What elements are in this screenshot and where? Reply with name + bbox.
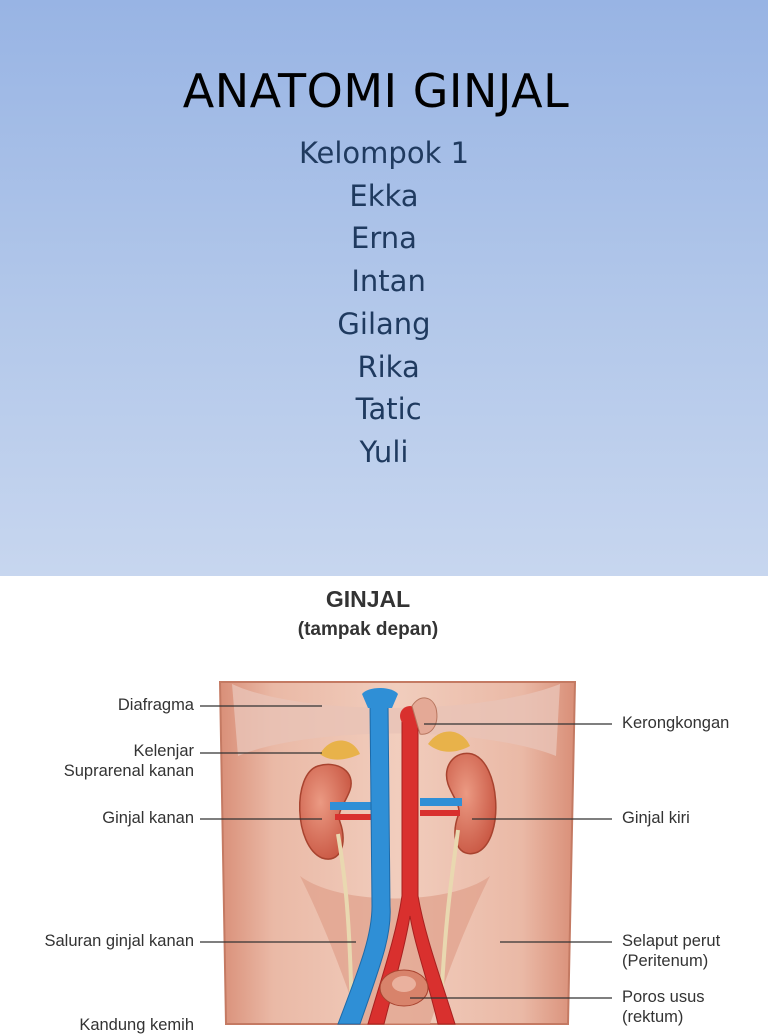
group-name: Kelompok 1 — [298, 136, 470, 170]
label-ginjal-kiri: Ginjal kiri — [622, 809, 690, 827]
label-selaput-perut: Selaput perut — [622, 932, 721, 950]
label-saluran-ginjal-kanan: Saluran ginjal kanan — [44, 932, 194, 950]
slide-title: ANATOMI GINJAL — [182, 64, 570, 118]
kidney-anatomy-figure — [0, 576, 768, 1034]
member-list — [0, 132, 768, 474]
label-kandung-kemih: Kandung kemih — [79, 1016, 194, 1034]
label-poros-usus: Poros usus — [622, 988, 705, 1006]
member-name: Tatic — [346, 392, 422, 427]
figure-subtitle: (tampak depan) — [297, 619, 439, 640]
label-peritenum: (Peritenum) — [622, 952, 709, 970]
label-ginjal-kanan: Ginjal kanan — [102, 809, 194, 827]
label-suprarenal-kanan: Suprarenal kanan — [63, 762, 194, 780]
label-kelenjar: Kelenjar — [133, 742, 194, 760]
member-name: Gilang — [337, 306, 431, 341]
member-name: Rika — [348, 349, 420, 384]
member-name: Ekka — [349, 178, 419, 213]
member-name: Intan — [342, 264, 426, 299]
figure-title: GINJAL — [325, 586, 411, 612]
member-name: Yuli — [359, 434, 409, 469]
label-kerongkongan: Kerongkongan — [622, 714, 730, 732]
member-name: Erna — [351, 221, 417, 256]
label-rektum: (rektum) — [622, 1008, 684, 1026]
label-diafragma: Diafragma — [117, 696, 194, 714]
